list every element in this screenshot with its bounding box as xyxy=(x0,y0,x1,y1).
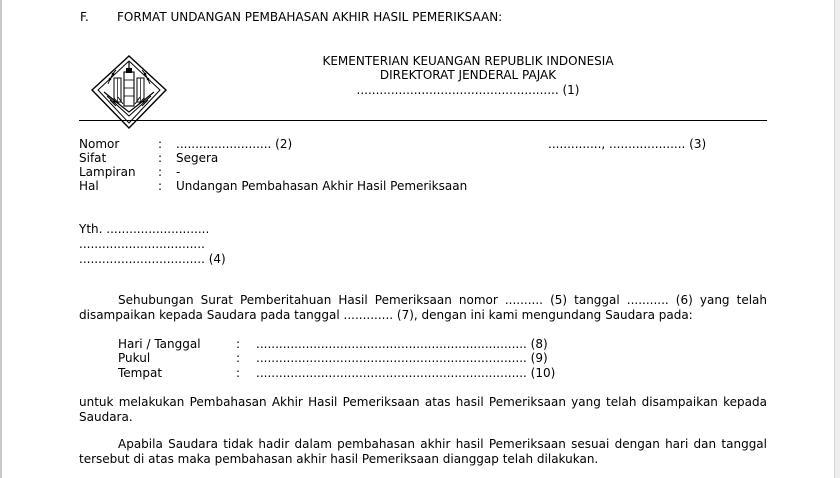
letterhead-divider xyxy=(79,120,767,121)
sifat-value: Segera xyxy=(176,151,219,165)
kemenkeu-emblem-icon xyxy=(82,40,160,116)
recipient-line-3: ................................. (4) xyxy=(79,252,226,266)
page-left-border xyxy=(0,0,2,478)
recipient-line-2: ................................. xyxy=(79,237,205,251)
nomor-value: ......................... (2) xyxy=(176,137,293,151)
hal-label: Hal xyxy=(79,179,99,193)
detail-value-date: ....................................................................... (8) xyxy=(256,337,548,351)
detail-colon: : xyxy=(236,351,241,365)
detail-label-date: Hari / Tanggal xyxy=(118,337,201,351)
nomor-colon: : xyxy=(158,137,163,151)
lampiran-label: Lampiran xyxy=(79,165,136,179)
section-title: FORMAT UNDANGAN PEMBAHASAN AKHIR HASIL PEMERIKSAAN: xyxy=(117,10,503,24)
letter-date: .............., .................... (3) xyxy=(548,137,707,151)
body-paragraph-2: untuk melakukan Pembahasan Akhir Hasil Pemeriksaan atas hasil Pemeriksaan yang telah disampaikan kepada Saudara. xyxy=(79,395,767,424)
lampiran-colon: : xyxy=(158,165,163,179)
section-letter: F. xyxy=(80,10,89,24)
detail-value-place: ....................................................................... (10) xyxy=(256,366,556,380)
directorate-name: DIREKTORAT JENDERAL PAJAK xyxy=(379,68,557,82)
recipient-line-1: Yth. ........................... xyxy=(79,222,210,236)
ministry-name: KEMENTERIAN KEUANGAN REPUBLIK INDONESIA xyxy=(322,54,614,68)
hal-colon: : xyxy=(158,179,163,193)
nomor-label: Nomor xyxy=(79,137,120,151)
body-paragraph-1: Sehubungan Surat Pemberitahuan Hasil Pemeriksaan nomor .......... (5) tanggal ........... (6) yang telah disampaikan kepada Saudara pada tanggal ............. (7), dengan ini kami mengundang Saudara pada: xyxy=(79,293,767,322)
office-placeholder: ..................................................... (1) xyxy=(356,83,580,97)
hal-value: Undangan Pembahasan Akhir Hasil Pemeriksaan xyxy=(176,179,468,193)
lampiran-value: - xyxy=(176,165,181,179)
detail-label-place: Tempat xyxy=(118,366,163,380)
body-paragraph-3: Apabila Saudara tidak hadir dalam pembahasan akhir hasil Pemeriksaan sesuai dengan hari dan tanggal tersebut di atas maka pembahasan akhir hasil Pemeriksaan dianggap telah dilakukan. xyxy=(79,437,767,466)
detail-label-time: Pukul xyxy=(118,351,151,365)
detail-colon: : xyxy=(236,337,241,351)
sifat-label: Sifat xyxy=(79,151,107,165)
page-scrollbar[interactable] xyxy=(834,0,840,478)
detail-colon: : xyxy=(236,366,241,380)
detail-value-time: ....................................................................... (9) xyxy=(256,351,548,365)
sifat-colon: : xyxy=(158,151,163,165)
